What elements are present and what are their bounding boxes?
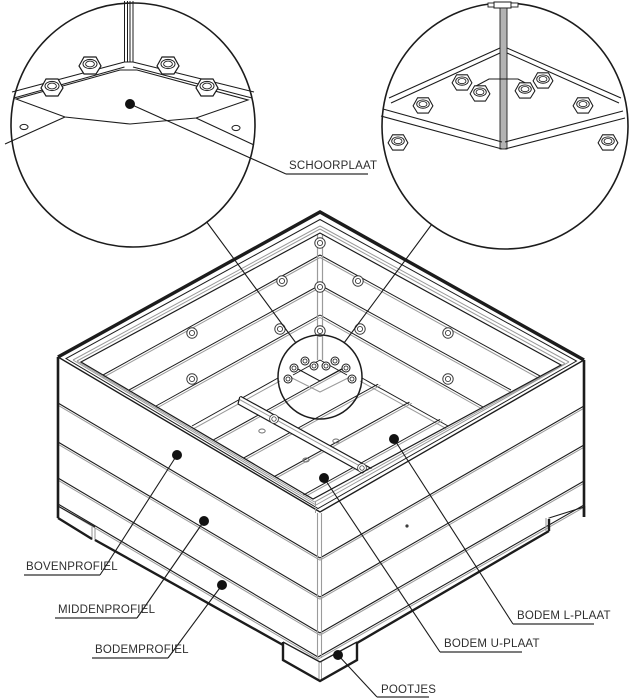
label-bodem-u-plaat: BODEM U-PLAAT (444, 638, 540, 650)
inner-wall-screws (187, 238, 453, 384)
inner-corner-post (318, 234, 323, 360)
top-rim (58, 212, 584, 513)
callout-dot-middenprofiel (199, 516, 209, 526)
label-bodem-l-plaat: BODEM L-PLAAT (517, 610, 611, 622)
front-foot (283, 642, 357, 681)
detail-circle-right (381, 2, 628, 249)
label-schoorplaat: SCHOORPLAAT (289, 160, 378, 172)
detail-marker-circle (278, 335, 362, 419)
rod-top-bracket (488, 2, 518, 8)
callout-dot-bodemprofiel (217, 580, 227, 590)
label-bovenprofiel: BOVENPROFIEL (26, 561, 118, 573)
callout-dot-bodem-u-plaat (319, 473, 329, 483)
bodem-u-plaat-channel (238, 396, 412, 500)
label-pootjes: POOTJES (381, 684, 437, 696)
label-middenprofiel: MIDDENPROFIEL (58, 604, 156, 616)
callout-dot-bovenprofiel (172, 450, 182, 460)
callout-dot-pootjes (333, 650, 343, 660)
face-screw-hole (405, 524, 408, 527)
label-bodemprofiel: BODEMPROFIEL (95, 644, 189, 656)
callout-dot-schoorplaat (125, 99, 135, 109)
detail-circle-left (5, 1, 255, 247)
inner-wall-plank-lines (103, 255, 540, 426)
callout-dot-bodem-l-plaat (389, 434, 399, 444)
